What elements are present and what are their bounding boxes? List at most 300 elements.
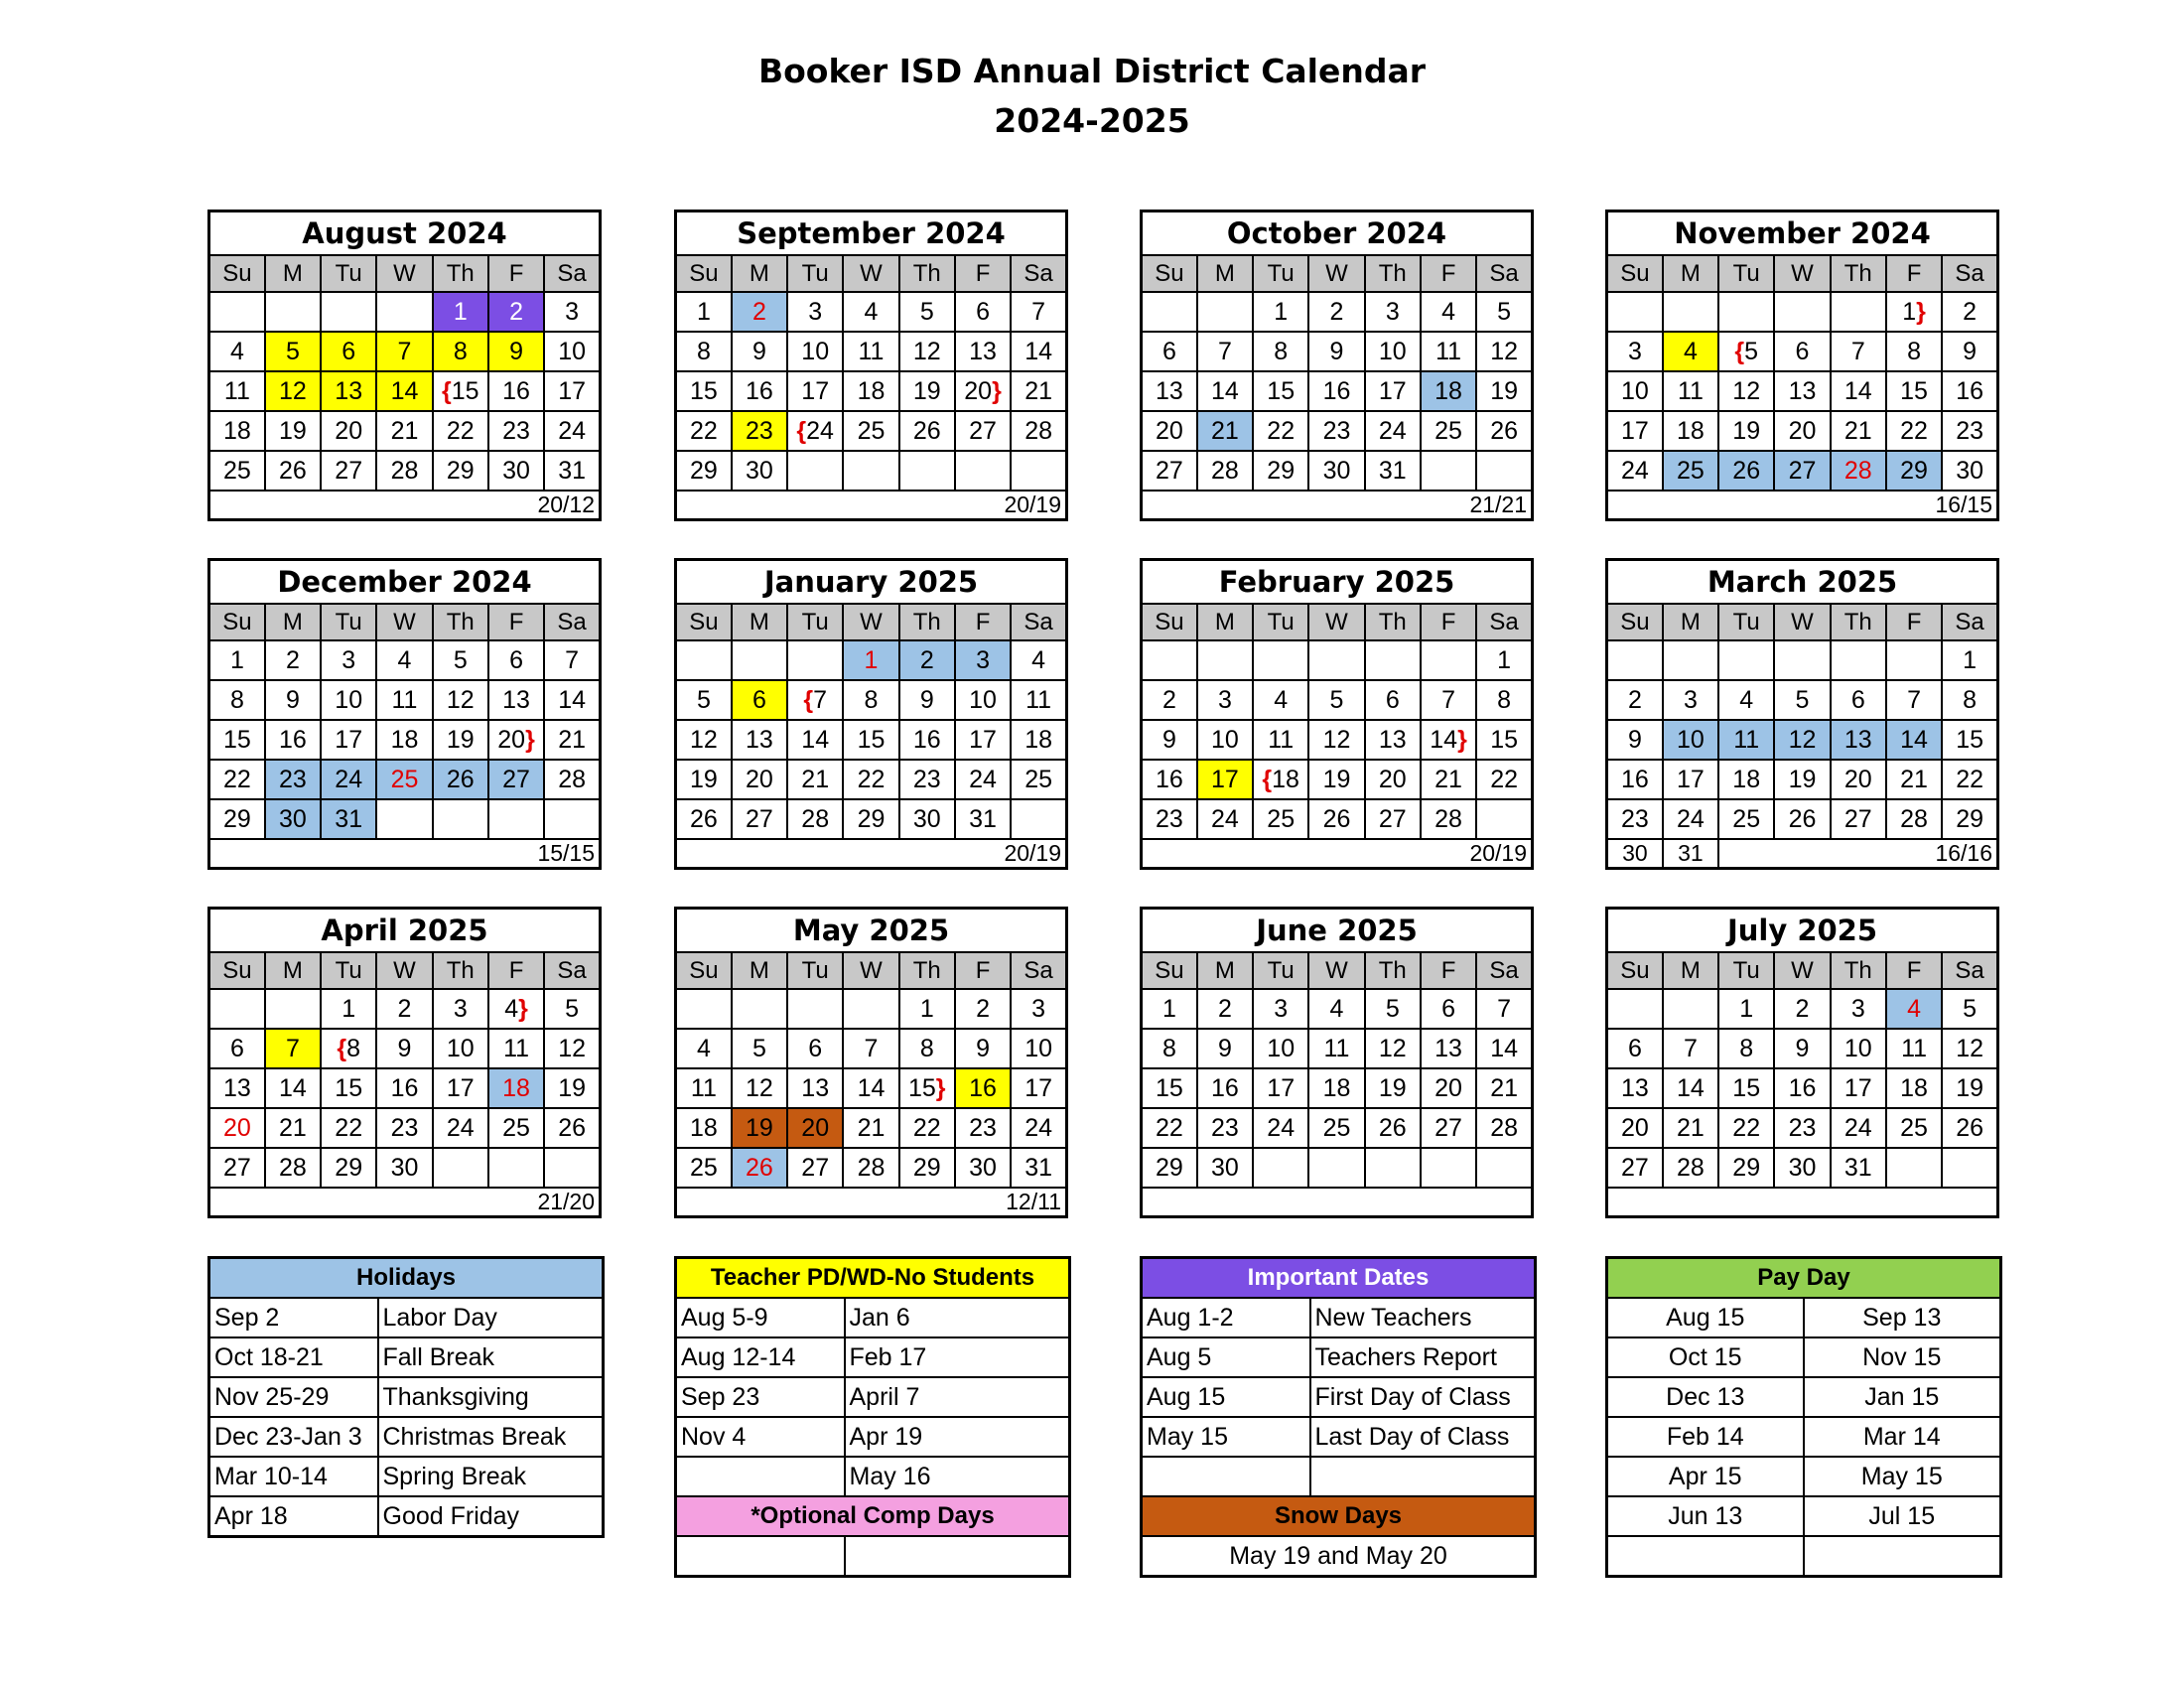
day-number: 6	[1441, 995, 1455, 1023]
day-number: 4	[1683, 338, 1698, 365]
day-number: 12	[746, 1074, 773, 1102]
day-cell	[1308, 760, 1364, 799]
month-title: September 2024	[676, 211, 1067, 256]
day-number: 5	[1385, 995, 1400, 1023]
day-cell	[1663, 451, 1718, 491]
day-cell	[1831, 989, 1886, 1029]
day-cell	[843, 1068, 898, 1108]
day-cell	[1197, 760, 1253, 799]
day-number: 18	[1024, 726, 1052, 754]
day-number: 30	[1322, 457, 1351, 485]
day-number: 13	[1788, 377, 1817, 405]
day-number: 5	[1744, 338, 1759, 365]
weekday-label: Tu	[1718, 255, 1774, 292]
instructional-days-count: 21/21	[1142, 491, 1533, 520]
instructional-days-count: 20/19	[676, 491, 1067, 520]
calendar-year: 2024-2025	[994, 101, 1190, 140]
day-cell	[1011, 760, 1066, 799]
day-cell	[1607, 1029, 1663, 1068]
day-number: 29	[912, 1154, 941, 1182]
day-number: 9	[1627, 726, 1642, 754]
day-cell	[1197, 332, 1253, 371]
day-number: 11	[503, 1035, 530, 1062]
day-number: 18	[1677, 417, 1705, 445]
day-cell	[1142, 680, 1197, 720]
day-cell	[209, 720, 265, 760]
day-number: 30	[1211, 1154, 1239, 1182]
weekday-label: Th	[899, 952, 955, 989]
day-cell	[1421, 720, 1476, 760]
day-number: 18	[502, 1074, 530, 1102]
day-cell	[1011, 411, 1066, 451]
day-number: 14	[279, 1074, 307, 1102]
day-number: 23	[1956, 417, 1983, 445]
empty-day-cell	[843, 451, 898, 491]
weekday-label: M	[732, 255, 787, 292]
day-number: 24	[1024, 1114, 1052, 1142]
day-cell	[787, 411, 843, 451]
day-cell	[376, 1108, 432, 1148]
day-number: 1	[1739, 995, 1754, 1023]
month-title: July 2025	[1607, 909, 1998, 953]
day-number: 23	[279, 766, 307, 793]
day-number: 3	[453, 995, 468, 1023]
weekday-label: W	[843, 952, 898, 989]
day-number: 16	[969, 1074, 997, 1102]
day-cell	[1663, 1108, 1718, 1148]
weekday-label: Sa	[1476, 255, 1532, 292]
weekday-label: W	[1774, 604, 1830, 640]
day-cell	[433, 1068, 488, 1108]
day-cell	[433, 1029, 488, 1068]
day-cell	[209, 451, 265, 491]
day-number: 25	[857, 417, 886, 445]
day-number: 12	[1956, 1035, 1983, 1062]
semester-start-brace: {	[796, 417, 807, 445]
day-cell	[1142, 1068, 1197, 1108]
day-cell	[1942, 371, 1997, 411]
day-cell	[544, 640, 600, 680]
month-calendar	[1140, 907, 1534, 1218]
weekday-label: M	[1197, 255, 1253, 292]
day-number: 14	[857, 1074, 886, 1102]
day-cell	[1142, 1108, 1197, 1148]
weekday-label: Su	[209, 952, 265, 989]
day-cell	[843, 332, 898, 371]
day-cell	[1607, 720, 1663, 760]
day-cell	[376, 760, 432, 799]
day-number: 5	[565, 995, 580, 1023]
day-cell	[321, 451, 376, 491]
day-cell	[488, 1108, 544, 1148]
day-cell	[1253, 292, 1308, 332]
day-cell	[1421, 332, 1476, 371]
day-number: 20	[1378, 766, 1407, 793]
day-cell	[376, 451, 432, 491]
empty-day-cell	[1197, 292, 1253, 332]
day-number: 23	[1788, 1114, 1817, 1142]
day-number: 26	[1322, 805, 1351, 833]
weekday-label: M	[265, 952, 321, 989]
day-cell	[1607, 451, 1663, 491]
day-number: 21	[1843, 417, 1872, 445]
instructional-days-count: 12/11	[676, 1188, 1067, 1217]
day-cell	[488, 451, 544, 491]
day-number: 22	[689, 417, 718, 445]
holiday-date: Mar 10-14	[209, 1457, 378, 1496]
weekday-label: Tu	[787, 952, 843, 989]
pd-date: May 16	[845, 1457, 1070, 1496]
day-cell	[1718, 1029, 1774, 1068]
weekday-label: F	[1886, 952, 1942, 989]
day-number: 21	[1211, 417, 1239, 445]
weekday-label: F	[1421, 952, 1476, 989]
day-cell	[488, 760, 544, 799]
day-number: 18	[1732, 766, 1761, 793]
day-number: 10	[969, 686, 997, 714]
empty-day-cell	[899, 451, 955, 491]
instructional-days-count	[1142, 1188, 1533, 1217]
day-number: 30	[1956, 457, 1983, 485]
day-number: 6	[1795, 338, 1810, 365]
day-cell	[265, 411, 321, 451]
day-cell	[676, 799, 732, 839]
day-cell	[376, 411, 432, 451]
day-cell	[787, 1108, 843, 1148]
day-cell	[433, 371, 488, 411]
weekday-label: Sa	[1011, 952, 1066, 989]
day-cell	[732, 332, 787, 371]
month-title: May 2025	[676, 909, 1067, 953]
day-cell	[376, 1068, 432, 1108]
day-number: 12	[558, 1035, 586, 1062]
day-number: 10	[1620, 377, 1649, 405]
weekday-label: Sa	[1011, 255, 1066, 292]
day-cell	[1308, 411, 1364, 451]
day-number: 13	[1434, 1035, 1462, 1062]
empty-day-cell	[1142, 640, 1197, 680]
day-number: 26	[1732, 457, 1761, 485]
day-number: 16	[1322, 377, 1351, 405]
day-number: 3	[1683, 686, 1698, 714]
day-cell	[1886, 1029, 1942, 1068]
day-cell	[1942, 720, 1997, 760]
day-number: 14	[1900, 726, 1928, 754]
empty-day-cell	[488, 799, 544, 839]
day-number: 30	[279, 805, 307, 833]
day-number: 22	[1267, 417, 1296, 445]
day-number: 1	[1497, 646, 1512, 674]
day-cell	[1663, 1068, 1718, 1108]
day-number: 24	[446, 1114, 475, 1142]
day-cell	[1886, 411, 1942, 451]
day-number: 17	[1267, 1074, 1296, 1102]
semester-start-brace: {	[337, 1035, 347, 1062]
day-cell	[676, 1068, 732, 1108]
day-cell	[1718, 989, 1774, 1029]
weekday-label: Th	[899, 604, 955, 640]
day-number: 19	[1490, 377, 1518, 405]
day-cell	[209, 1148, 265, 1188]
day-number: 29	[1900, 457, 1928, 485]
empty-day-cell	[1421, 640, 1476, 680]
day-number: 31	[1678, 840, 1704, 866]
day-number: 4	[1031, 646, 1046, 674]
day-cell	[544, 451, 600, 491]
weekday-label: Sa	[1942, 952, 1997, 989]
day-cell	[676, 451, 732, 491]
day-number: 16	[1956, 377, 1983, 405]
day-cell	[676, 411, 732, 451]
weekday-label: W	[376, 604, 432, 640]
day-number: 2	[1795, 995, 1810, 1023]
day-number: 31	[1024, 1154, 1052, 1182]
day-number: 15	[689, 377, 718, 405]
day-cell	[1421, 799, 1476, 839]
day-cell	[544, 680, 600, 720]
day-cell	[488, 989, 544, 1029]
semester-end-brace: }	[525, 726, 535, 754]
day-cell	[676, 680, 732, 720]
empty-day-cell	[376, 292, 432, 332]
day-number: 30	[502, 457, 530, 485]
empty-day-cell	[209, 989, 265, 1029]
day-cell	[209, 1029, 265, 1068]
day-cell	[1253, 371, 1308, 411]
weekday-label: W	[376, 952, 432, 989]
empty-day-cell	[955, 451, 1011, 491]
day-cell	[787, 680, 843, 720]
semester-start-brace: {	[803, 686, 814, 714]
day-cell	[433, 640, 488, 680]
day-number: 4	[864, 298, 879, 326]
day-cell	[1253, 720, 1308, 760]
day-number: 11	[1268, 726, 1295, 754]
day-cell	[209, 680, 265, 720]
day-number: 6	[808, 1035, 823, 1062]
weekday-label: Tu	[1718, 604, 1774, 640]
day-number: 11	[1901, 1035, 1928, 1062]
day-number: 14	[801, 726, 830, 754]
day-number: 6	[1161, 338, 1176, 365]
day-cell	[1774, 1148, 1830, 1188]
day-cell	[787, 1068, 843, 1108]
month-calendar	[1605, 907, 1999, 1218]
day-cell	[899, 989, 955, 1029]
day-number: 17	[446, 1074, 475, 1102]
day-cell	[1365, 680, 1421, 720]
day-cell	[1308, 1068, 1364, 1108]
day-number: 21	[390, 417, 419, 445]
day-cell	[1197, 1108, 1253, 1148]
empty-day-cell	[265, 292, 321, 332]
day-cell	[1831, 451, 1886, 491]
empty-day-cell	[1421, 1148, 1476, 1188]
day-number: 19	[1956, 1074, 1983, 1102]
weekday-label: Sa	[1476, 604, 1532, 640]
empty-day-cell	[209, 292, 265, 332]
semester-end-brace: }	[992, 377, 1002, 405]
day-number: 26	[1956, 1114, 1983, 1142]
day-number: 14	[1677, 1074, 1705, 1102]
day-cell	[955, 411, 1011, 451]
day-cell	[1774, 1029, 1830, 1068]
day-number: 7	[1907, 686, 1921, 714]
day-cell	[1308, 799, 1364, 839]
empty-day-cell	[1718, 640, 1774, 680]
holiday-name: Thanksgiving	[378, 1377, 604, 1417]
day-number: 31	[969, 805, 997, 833]
day-cell	[1774, 720, 1830, 760]
day-number: 3	[1274, 995, 1289, 1023]
day-number: 10	[1024, 1035, 1052, 1062]
day-cell	[1886, 332, 1942, 371]
pd-date: Aug 5-9	[676, 1298, 845, 1337]
day-cell	[1476, 292, 1532, 332]
day-number: 16	[746, 377, 773, 405]
day-number: 7	[565, 646, 580, 674]
weekday-label: M	[1663, 604, 1718, 640]
day-cell	[1365, 720, 1421, 760]
day-cell	[1718, 680, 1774, 720]
day-cell	[899, 799, 955, 839]
day-number: 19	[912, 377, 941, 405]
pay-date: Aug 15	[1607, 1298, 1804, 1337]
day-number: 12	[689, 726, 718, 754]
month-calendar	[1605, 210, 1999, 521]
day-number: 17	[335, 726, 363, 754]
day-cell	[1308, 1029, 1364, 1068]
pay-date: May 15	[1804, 1457, 2001, 1496]
day-number: 7	[1031, 298, 1046, 326]
day-cell	[1253, 760, 1308, 799]
day-cell	[376, 720, 432, 760]
day-number: 8	[229, 686, 244, 714]
day-number: 1	[1963, 646, 1978, 674]
day-number: 22	[857, 766, 886, 793]
weekday-label: Th	[1831, 952, 1886, 989]
day-cell	[843, 371, 898, 411]
weekday-label: Th	[1365, 952, 1421, 989]
day-cell	[899, 1148, 955, 1188]
day-cell	[899, 680, 955, 720]
day-number: 8	[346, 1035, 361, 1062]
day-cell	[265, 640, 321, 680]
day-number: 4	[1907, 995, 1921, 1023]
day-cell	[433, 680, 488, 720]
day-cell	[544, 371, 600, 411]
pay-date: Feb 14	[1607, 1417, 1804, 1457]
day-number: 29	[689, 457, 718, 485]
day-cell	[787, 332, 843, 371]
day-number: 11	[1677, 377, 1704, 405]
day-number: 18	[222, 417, 251, 445]
holiday-date: Dec 23-Jan 3	[209, 1417, 378, 1457]
day-number: 6	[1385, 686, 1400, 714]
empty-day-cell	[676, 989, 732, 1029]
day-number: 7	[397, 338, 412, 365]
instructional-days-count: 21/20	[209, 1188, 601, 1217]
day-number: 3	[341, 646, 356, 674]
month-title: August 2024	[209, 211, 601, 256]
day-number: 9	[1795, 1035, 1810, 1062]
day-number: 20	[222, 1114, 251, 1142]
day-cell	[488, 371, 544, 411]
day-cell	[544, 760, 600, 799]
day-cell	[488, 720, 544, 760]
day-number: 24	[1677, 805, 1705, 833]
day-cell	[1142, 1148, 1197, 1188]
holidays-header: Holidays	[209, 1258, 604, 1299]
day-cell	[376, 989, 432, 1029]
weekday-label: Th	[1831, 604, 1886, 640]
day-cell	[1774, 371, 1830, 411]
day-cell	[1011, 1029, 1066, 1068]
day-number: 22	[222, 766, 251, 793]
day-cell	[1774, 989, 1830, 1029]
day-cell	[1607, 1068, 1663, 1108]
day-number: 28	[558, 766, 586, 793]
pay-date: Jun 13	[1607, 1496, 1804, 1536]
day-number: 4	[504, 995, 519, 1023]
day-number: 16	[1620, 766, 1649, 793]
day-number: 19	[558, 1074, 586, 1102]
empty-day-cell	[1011, 451, 1066, 491]
holiday-name: Labor Day	[378, 1298, 604, 1337]
holiday-name: Good Friday	[378, 1496, 604, 1537]
instructional-days-count: 20/12	[209, 491, 601, 520]
snow-days-dates: May 19 and May 20	[1142, 1536, 1536, 1577]
day-cell	[955, 640, 1011, 680]
day-cell	[321, 1068, 376, 1108]
day-number: 12	[279, 377, 307, 405]
empty-day-cell	[1365, 640, 1421, 680]
day-number: 11	[1323, 1035, 1350, 1062]
day-number: 29	[335, 1154, 363, 1182]
day-cell	[209, 799, 265, 839]
day-number: 28	[1024, 417, 1052, 445]
day-cell	[1421, 1108, 1476, 1148]
day-cell	[488, 1068, 544, 1108]
month-title: October 2024	[1142, 211, 1533, 256]
day-number: 24	[806, 417, 834, 445]
weekday-label: W	[1774, 952, 1830, 989]
day-cell	[1663, 720, 1718, 760]
day-cell	[544, 1068, 600, 1108]
day-cell	[1831, 411, 1886, 451]
day-cell	[1718, 1108, 1774, 1148]
day-cell	[732, 1068, 787, 1108]
semester-end-brace: }	[1916, 298, 1926, 326]
day-cell	[544, 989, 600, 1029]
day-number: 27	[801, 1154, 830, 1182]
day-number: 11	[858, 338, 885, 365]
day-number: 7	[1683, 1035, 1698, 1062]
day-number: 11	[391, 686, 418, 714]
day-cell	[1476, 371, 1532, 411]
day-number: 9	[1329, 338, 1344, 365]
day-cell	[787, 371, 843, 411]
important-event: Last Day of Class	[1310, 1417, 1536, 1457]
weekday-label: M	[1663, 952, 1718, 989]
weekday-label: Su	[1142, 604, 1197, 640]
instructional-days-count: 16/16	[1718, 839, 1997, 869]
weekday-label: Tu	[1718, 952, 1774, 989]
day-cell	[1663, 839, 1718, 869]
day-number: 22	[446, 417, 475, 445]
day-number: 24	[558, 417, 586, 445]
day-cell	[955, 292, 1011, 332]
